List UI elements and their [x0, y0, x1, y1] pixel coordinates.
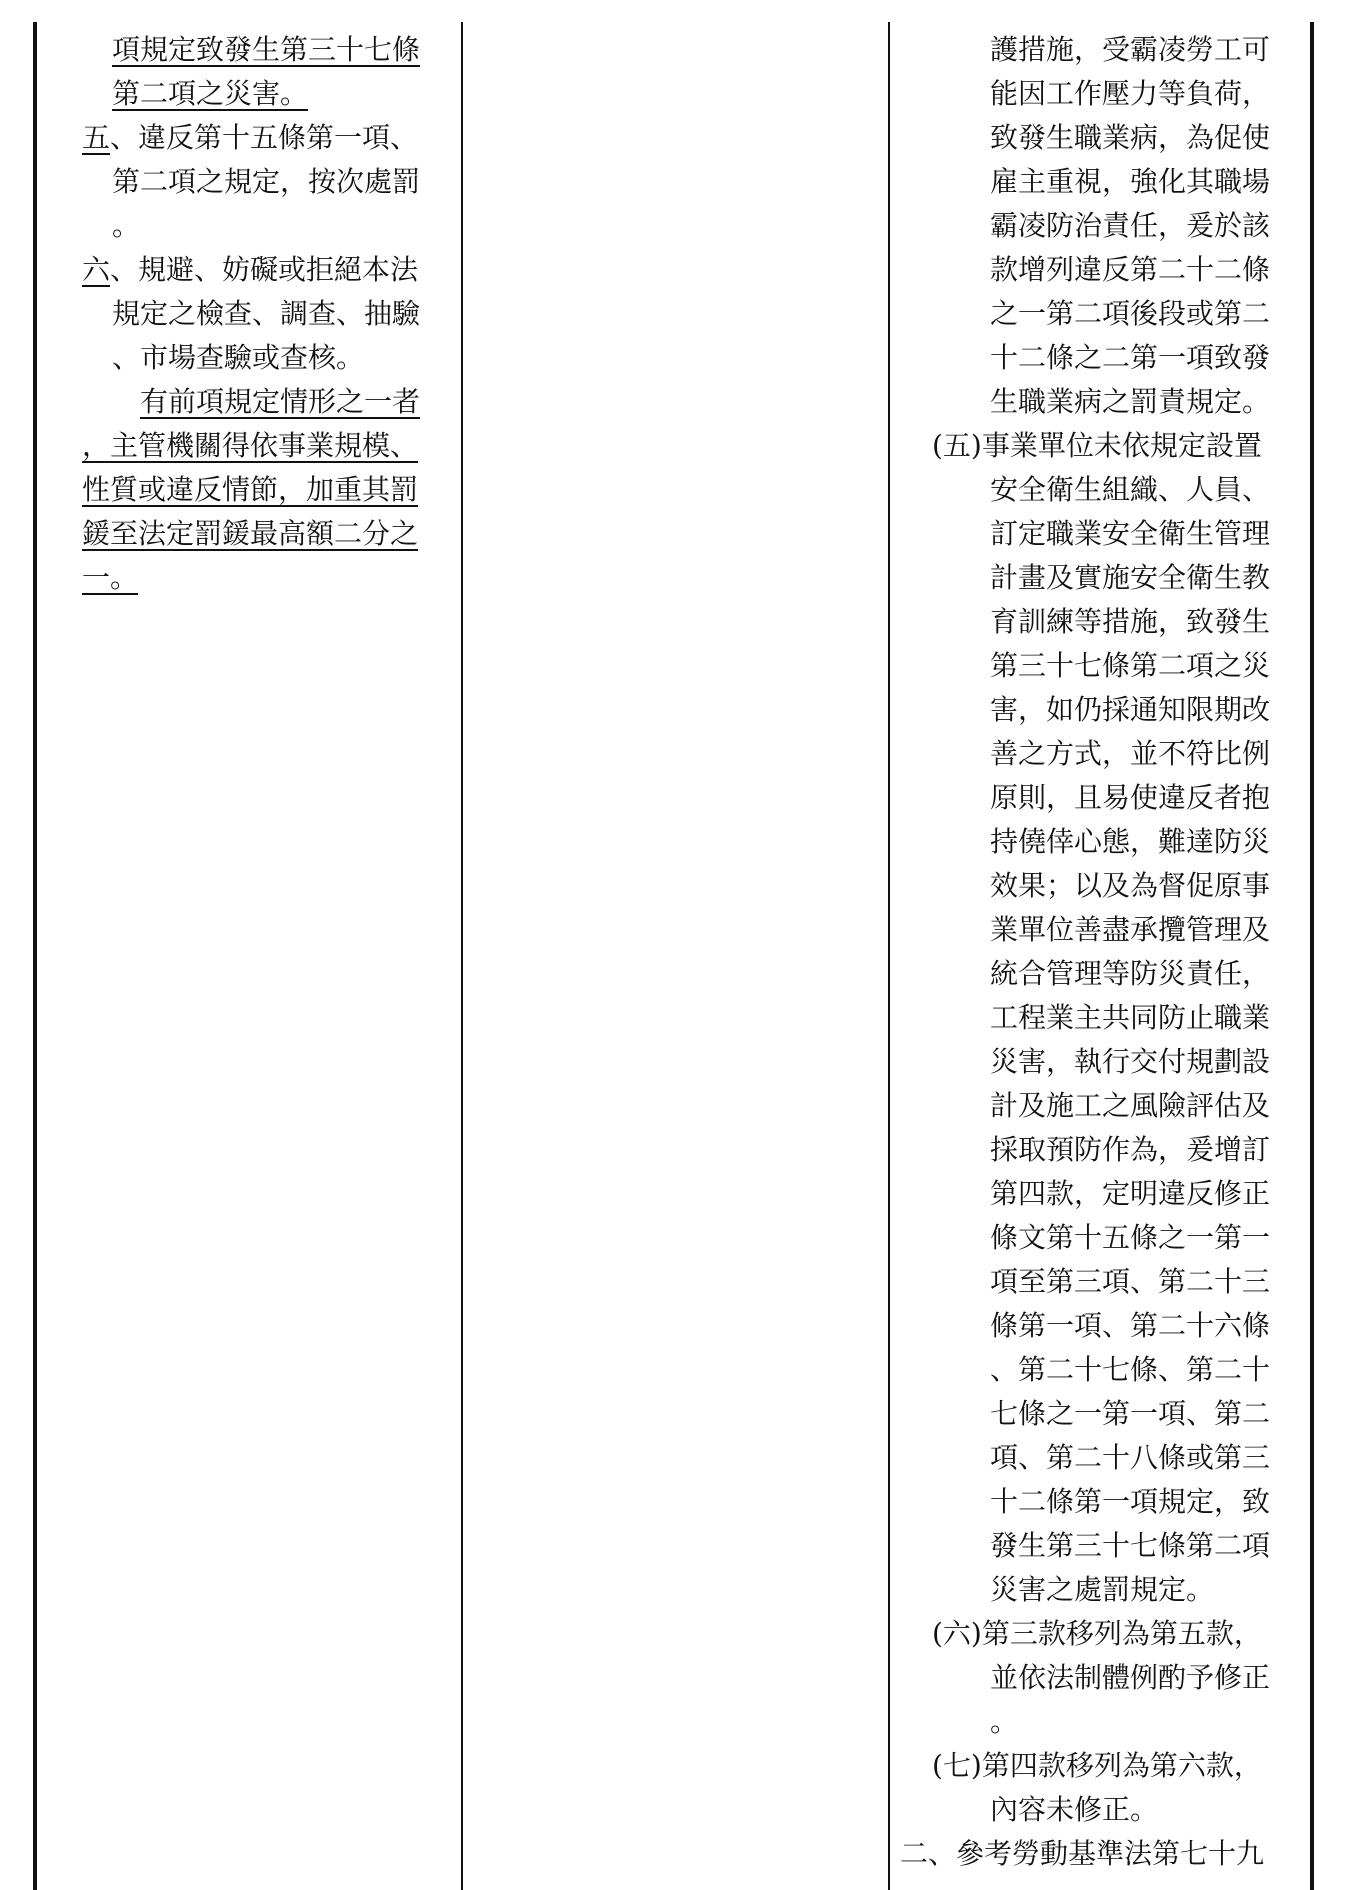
text-line	[900, 1788, 1310, 1832]
text-line	[82, 512, 450, 556]
plain-text: 、規避、妨礙或拒絕本法	[110, 253, 419, 286]
text-line	[900, 644, 1310, 688]
underlined-text: ，主管機關得依事業規模、	[82, 429, 419, 462]
text-line	[900, 204, 1310, 248]
text-line	[900, 1568, 1310, 1612]
plain-text: 效果；以及為督促原事	[990, 869, 1271, 902]
plain-text: 、市場查驗或查核。	[112, 341, 365, 374]
text-line	[900, 72, 1310, 116]
plain-text: 二、參考勞動基準法第七十九	[900, 1837, 1265, 1870]
table-border-left	[33, 22, 37, 1890]
text-line	[82, 292, 450, 336]
text-line	[900, 1392, 1310, 1436]
text-line	[900, 1700, 1310, 1744]
text-line	[900, 336, 1310, 380]
text-line	[900, 908, 1310, 952]
plain-text: 並依法制體例酌予修正	[990, 1661, 1271, 1694]
text-line	[900, 820, 1310, 864]
text-line	[900, 1348, 1310, 1392]
text-line	[900, 160, 1310, 204]
plain-text: 能因工作壓力等負荷，	[990, 77, 1271, 110]
plain-text: 訂定職業安全衛生管理	[990, 517, 1271, 550]
underlined-text: 鍰至法定罰鍰最高額二分之	[82, 517, 419, 550]
text-line	[900, 1436, 1310, 1480]
text-line	[82, 556, 450, 600]
underlined-text: 有前項規定情形之一者	[140, 385, 421, 418]
text-line	[900, 1040, 1310, 1084]
text-line	[900, 952, 1310, 996]
plain-text: 持僥倖心態，難達防災	[990, 825, 1271, 858]
plain-text: 款增列違反第二十二條	[990, 253, 1271, 286]
plain-text: 。	[990, 1705, 1019, 1738]
plain-text: 雇主重視，強化其職場	[990, 165, 1271, 198]
underlined-text: 性質或違反情節，加重其罰	[82, 473, 419, 506]
text-line	[900, 1084, 1310, 1128]
text-line	[900, 116, 1310, 160]
explanation-column	[900, 28, 1310, 1876]
plain-text: 工程業主共同防止職業	[990, 1001, 1271, 1034]
plain-text: 災害，執行交付規劃設	[990, 1045, 1271, 1078]
text-line	[82, 160, 450, 204]
text-line	[82, 72, 450, 116]
underlined-text: 一。	[82, 561, 139, 594]
text-line	[900, 556, 1310, 600]
text-line	[900, 1480, 1310, 1524]
text-line	[900, 1128, 1310, 1172]
text-line	[900, 688, 1310, 732]
plain-text: 霸凌防治責任，爰於該	[990, 209, 1271, 242]
underlined-text: 六	[82, 253, 111, 286]
plain-text: 業單位善盡承攬管理及	[990, 913, 1271, 946]
plain-text: 第四款，定明違反修正	[990, 1177, 1271, 1210]
plain-text: 採取預防作為，爰增訂	[990, 1133, 1271, 1166]
text-line	[900, 248, 1310, 292]
text-line	[900, 512, 1310, 556]
plain-text: 護措施，受霸凌勞工可	[990, 33, 1271, 66]
text-line	[900, 996, 1310, 1040]
text-line	[82, 204, 450, 248]
plain-text: 條文第十五條之一第一	[990, 1221, 1271, 1254]
text-line	[900, 28, 1310, 72]
table-border-right	[1310, 22, 1314, 1890]
plain-text: 發生第三十七條第二項	[990, 1529, 1271, 1562]
text-line	[82, 116, 450, 160]
plain-text: 條第一項、第二十六條	[990, 1309, 1271, 1342]
text-line	[82, 468, 450, 512]
text-line	[82, 28, 450, 72]
text-line	[82, 424, 450, 468]
text-line	[900, 776, 1310, 820]
underlined-text: 五	[82, 121, 111, 154]
plain-text: 項至第三項、第二十三	[990, 1265, 1271, 1298]
plain-text: 之一第二項後段或第二	[990, 297, 1271, 330]
plain-text: (六)第三款移列為第五款，	[932, 1617, 1262, 1650]
plain-text: (五)事業單位未依規定設置	[932, 429, 1262, 462]
plain-text: 原則，且易使違反者抱	[990, 781, 1271, 814]
text-line	[82, 248, 450, 292]
text-line	[900, 1832, 1310, 1876]
plain-text: 、第二十七條、第二十	[990, 1353, 1271, 1386]
text-line	[900, 1524, 1310, 1568]
text-line	[900, 600, 1310, 644]
plain-text: 項、第二十八條或第三	[990, 1441, 1271, 1474]
table-border-divider-1	[461, 22, 463, 1890]
plain-text: 內容未修正。	[990, 1793, 1159, 1826]
plain-text: 善之方式，並不符比例	[990, 737, 1271, 770]
text-line	[900, 864, 1310, 908]
plain-text: 致發生職業病，為促使	[990, 121, 1271, 154]
plain-text: (七)第四款移列為第六款，	[932, 1749, 1262, 1782]
text-line	[900, 1260, 1310, 1304]
plain-text: 安全衛生組織、人員、	[990, 473, 1271, 506]
amended-text-column	[82, 28, 450, 600]
text-line	[900, 468, 1310, 512]
underlined-text: 項規定致發生第三十七條	[112, 33, 421, 66]
plain-text: 、違反第十五條第一項、	[110, 121, 419, 154]
table-border-divider-2	[888, 22, 890, 1890]
text-line	[900, 380, 1310, 424]
plain-text: 計及施工之風險評估及	[990, 1089, 1271, 1122]
plain-text: 十二條之二第一項致發	[990, 341, 1271, 374]
text-line	[900, 732, 1310, 776]
text-line	[900, 292, 1310, 336]
text-line	[900, 424, 1310, 468]
plain-text: 計畫及實施安全衛生教	[990, 561, 1271, 594]
text-line	[900, 1612, 1310, 1656]
text-line	[900, 1304, 1310, 1348]
plain-text: 災害之處罰規定。	[990, 1573, 1215, 1606]
plain-text: 第三十七條第二項之災	[990, 649, 1271, 682]
text-line	[900, 1744, 1310, 1788]
text-line	[82, 336, 450, 380]
plain-text: 害，如仍採通知限期改	[990, 693, 1271, 726]
plain-text: 七條之一第一項、第二	[990, 1397, 1271, 1430]
plain-text: 育訓練等措施，致發生	[990, 605, 1271, 638]
plain-text: 。	[112, 209, 141, 242]
text-line	[900, 1216, 1310, 1260]
plain-text: 第二項之規定，按次處罰	[112, 165, 421, 198]
text-line	[900, 1656, 1310, 1700]
plain-text: 統合管理等防災責任，	[990, 957, 1271, 990]
plain-text: 生職業病之罰責規定。	[990, 385, 1271, 418]
plain-text: 規定之檢查、調查、抽驗	[112, 297, 421, 330]
underlined-text: 第二項之災害。	[112, 77, 309, 110]
text-line	[900, 1172, 1310, 1216]
text-line	[82, 380, 450, 424]
plain-text: 十二條第一項規定，致	[990, 1485, 1271, 1518]
